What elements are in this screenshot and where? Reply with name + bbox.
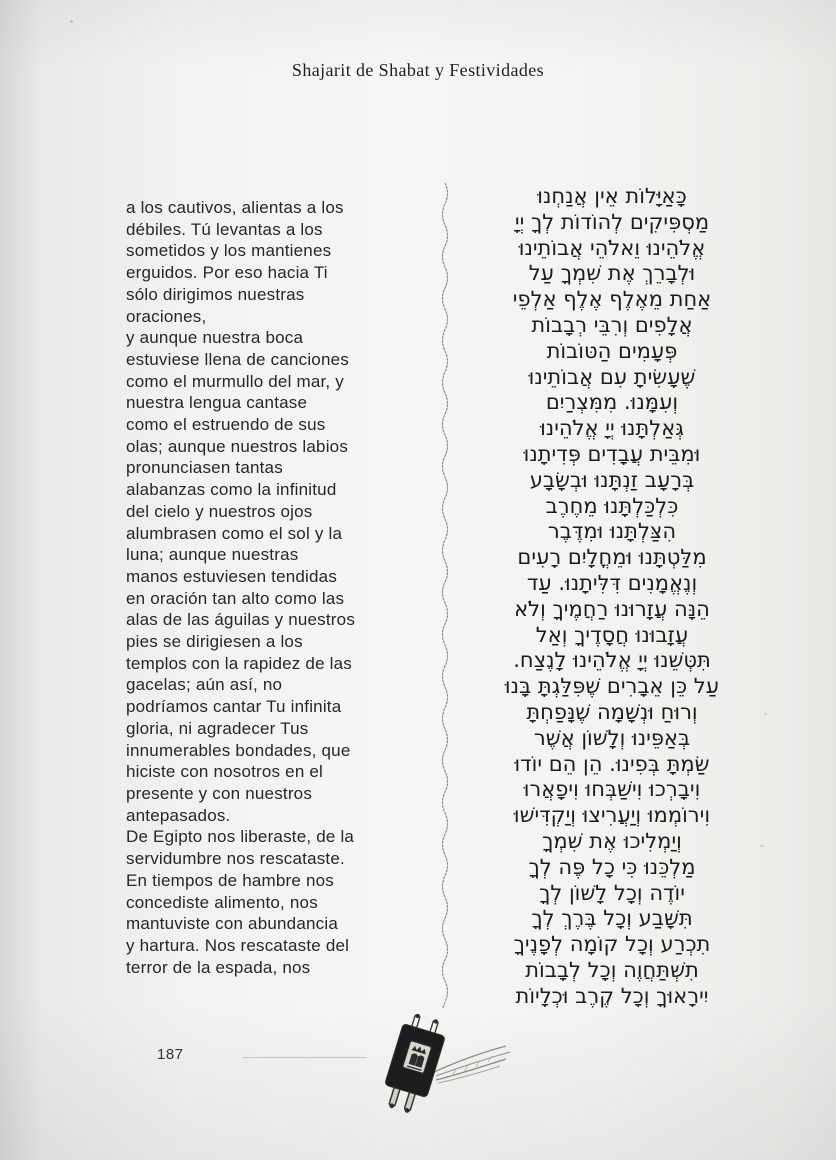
hebrew-line: בְּרָעָב זַנְתָּנוּ וּבְשָׂבָע bbox=[529, 467, 695, 492]
spanish-line: oraciones, bbox=[126, 306, 207, 326]
hebrew-line: אַחַת מֵאֶלֶף אֶלֶף אַלְפֵי bbox=[512, 287, 712, 312]
spanish-line: en oración tan alto como las bbox=[126, 588, 345, 608]
spanish-line: nuestra lengua cantase bbox=[126, 393, 308, 413]
footer-rule bbox=[243, 1057, 367, 1058]
spanish-line: y hartura. Nos rescataste del bbox=[126, 935, 350, 955]
hebrew-line: מַסְפִּיקִים לְהוֹדוֹת לְךָ יְיָ bbox=[514, 209, 710, 234]
hebrew-line: הִצַּלְתָּנוּ וּמִדֶּבֶר bbox=[547, 519, 677, 544]
hebrew-line: שַׂמְתָּ בְּפִינוּ. הֵן הֵם יוֹדוּ bbox=[514, 751, 710, 776]
spanish-line: De Egipto nos liberaste, de la bbox=[126, 827, 355, 847]
hebrew-line: כָּאַיָּלוֹת אֵין אֲנַחְנוּ bbox=[537, 184, 687, 208]
spanish-line: erguidos. Por eso hacia Ti bbox=[126, 263, 328, 283]
spanish-line: servidumbre nos rescataste. bbox=[126, 849, 345, 869]
spanish-line: alumbrasen como el sol y la bbox=[126, 523, 343, 543]
torah-scroll-illustration bbox=[356, 1014, 526, 1124]
hebrew-line: וְעִמָּנוּ. מִמִּצְרַיִם bbox=[545, 390, 679, 415]
torah-scroll-icon bbox=[379, 1014, 450, 1117]
hebrew-line: כִּלְכַּלְתָּנוּ מֵחֶרֶב bbox=[545, 493, 679, 518]
spanish-line: alas de las águilas y nuestros bbox=[126, 610, 356, 630]
hebrew-line: אֱלֹהֵינוּ וֵאלֹהֵי אֲבוֹתֵינוּ bbox=[518, 235, 706, 260]
hebrew-line: תִכְרַע וְכָל קוֹמָה לְפָנֶיךָ bbox=[513, 932, 711, 957]
page-number: 187 bbox=[157, 1046, 184, 1063]
hebrew-line: עֲזָבוּנוּ חֲסָדֶיךָ וְאַל bbox=[535, 622, 689, 647]
scan-speck bbox=[70, 20, 73, 23]
spanish-line: innumerables bondades, que bbox=[126, 740, 351, 760]
spanish-line: luna; aunque nuestras bbox=[126, 545, 299, 565]
hebrew-line: מִלַּטְתָּנוּ וּמֵחֳלָיִם רָעִים bbox=[517, 545, 707, 570]
hebrew-line: מַלְכֵּנוּ כִּי כָל פֶּה לְךָ bbox=[528, 854, 696, 879]
spanish-line: templos con la rapidez de las bbox=[126, 653, 352, 673]
hebrew-line: יוֹדֶה וְכָל לָשׁוֹן לְךָ bbox=[539, 880, 685, 905]
hebrew-line: וְיַמְלִיכוּ אֶת שִׁמְךָ bbox=[542, 828, 682, 853]
spanish-line: gloria, ni agradecer Tus bbox=[126, 718, 309, 738]
spanish-line: concediste alimento, nos bbox=[126, 892, 318, 912]
hebrew-line: אֲלָפִים וְרִבֵּי רְבָבוֹת bbox=[531, 312, 693, 337]
hebrew-line: עַל כֵּן אֵבָרִים שֶׁפִּלַּגְתָּ בָּנוּ bbox=[504, 674, 720, 699]
hebrew-line: וִיבָרְכוּ וִישַׁבְּחוּ וִיפָאֲרוּ bbox=[523, 777, 701, 802]
spanish-line: sólo dirigimos nuestras bbox=[126, 284, 305, 304]
hebrew-line: הֵנָּה עֲזָרוּנוּ רַחֲמֶיךָ וְלֹא bbox=[514, 596, 710, 621]
spanish-line: pies se dirigiesen a los bbox=[126, 632, 303, 652]
spanish-line: hiciste con nosotros en el bbox=[126, 762, 324, 782]
spanish-line: y aunque nuestra boca bbox=[126, 328, 304, 348]
spanish-line: presente y con nuestros bbox=[126, 783, 313, 803]
hebrew-line: וְנֶאֱמָנִים דִּלִּיתָנוּ. עַד bbox=[526, 570, 698, 595]
hebrew-line: וּמִבֵּית עֲבָדִים פְּדִיתָנוּ bbox=[523, 441, 701, 466]
spanish-line: En tiempos de hambre nos bbox=[126, 870, 334, 890]
hebrew-line: תִּשָּׁבַע וְכָל בֶּרֶךְ לְךָ bbox=[531, 906, 693, 931]
hebrew-line: וּלְבָרֵךְ אֶת שִׁמְךָ עַל bbox=[528, 261, 696, 286]
wavy-column-divider bbox=[437, 183, 453, 1008]
spanish-line: alabanzas como la infinitud bbox=[126, 480, 337, 500]
hebrew-line: תִּטְּשֵׁנוּ יְיָ אֱלֹהֵינוּ לָנֶצַח. bbox=[513, 648, 711, 673]
page-header-title: Shajarit de Shabat y Festividades bbox=[291, 60, 545, 80]
spanish-line: estuviese llena de canciones bbox=[126, 349, 349, 369]
spanish-line: terror de la espada, nos bbox=[126, 957, 311, 977]
spanish-line: olas; aunque nuestros labios bbox=[126, 436, 349, 456]
spanish-line: débiles. Tú levantas a los bbox=[126, 219, 323, 239]
hebrew-line: תִשְׁתַּחֲוֶה וְכָל לְבָבוֹת bbox=[525, 957, 699, 982]
quill-feathers-icon bbox=[434, 1046, 510, 1083]
hebrew-text-column bbox=[458, 184, 766, 1010]
hebrew-line: בְּאַפֵּינוּ וְלָשׁוֹן אֲשֶׁר bbox=[533, 725, 691, 750]
spanish-line: podríamos cantar Tu infinita bbox=[126, 697, 342, 717]
spanish-line: antepasados. bbox=[126, 805, 231, 825]
hebrew-line: וִירוֹמְמוּ וְיַעֲרִיצוּ וְיַקְדִּישׁוּ bbox=[513, 803, 711, 828]
spanish-text-column bbox=[126, 197, 438, 978]
spanish-line: a los cautivos, alientas a los bbox=[126, 198, 344, 217]
hebrew-line: יִירָאוּךָ וְכָל קֶרֶב וּכְלָיוֹת bbox=[515, 983, 709, 1008]
spanish-line: pronunciasen tantas bbox=[126, 458, 283, 478]
scan-speck bbox=[764, 713, 767, 715]
spanish-line: manos estuviesen tendidas bbox=[126, 566, 338, 586]
scan-speck bbox=[760, 845, 764, 847]
spanish-line: sometidos y los mantienes bbox=[126, 241, 332, 261]
spanish-line: del cielo y nuestros ojos bbox=[126, 501, 313, 521]
spanish-line: gacelas; aún así, no bbox=[126, 675, 283, 695]
hebrew-line: פְּעָמִים הַטּוֹבוֹת bbox=[546, 338, 678, 363]
spanish-line: mantuviste con abundancia bbox=[126, 914, 338, 934]
spanish-line: como el murmullo del mar, y bbox=[126, 371, 344, 391]
hebrew-line: גְּאַלְתָּנוּ יְיָ אֱלֹהֵינוּ bbox=[540, 416, 684, 441]
hebrew-line: שֶׁעָשִׂיתָ עִם אֲבוֹתֵינוּ bbox=[528, 364, 696, 389]
hebrew-line: וְרוּחַ וּנְשָׁמָה שֶׁנָּפַחְתָּ bbox=[526, 699, 698, 724]
spanish-line: como el estruendo de sus bbox=[126, 415, 326, 435]
